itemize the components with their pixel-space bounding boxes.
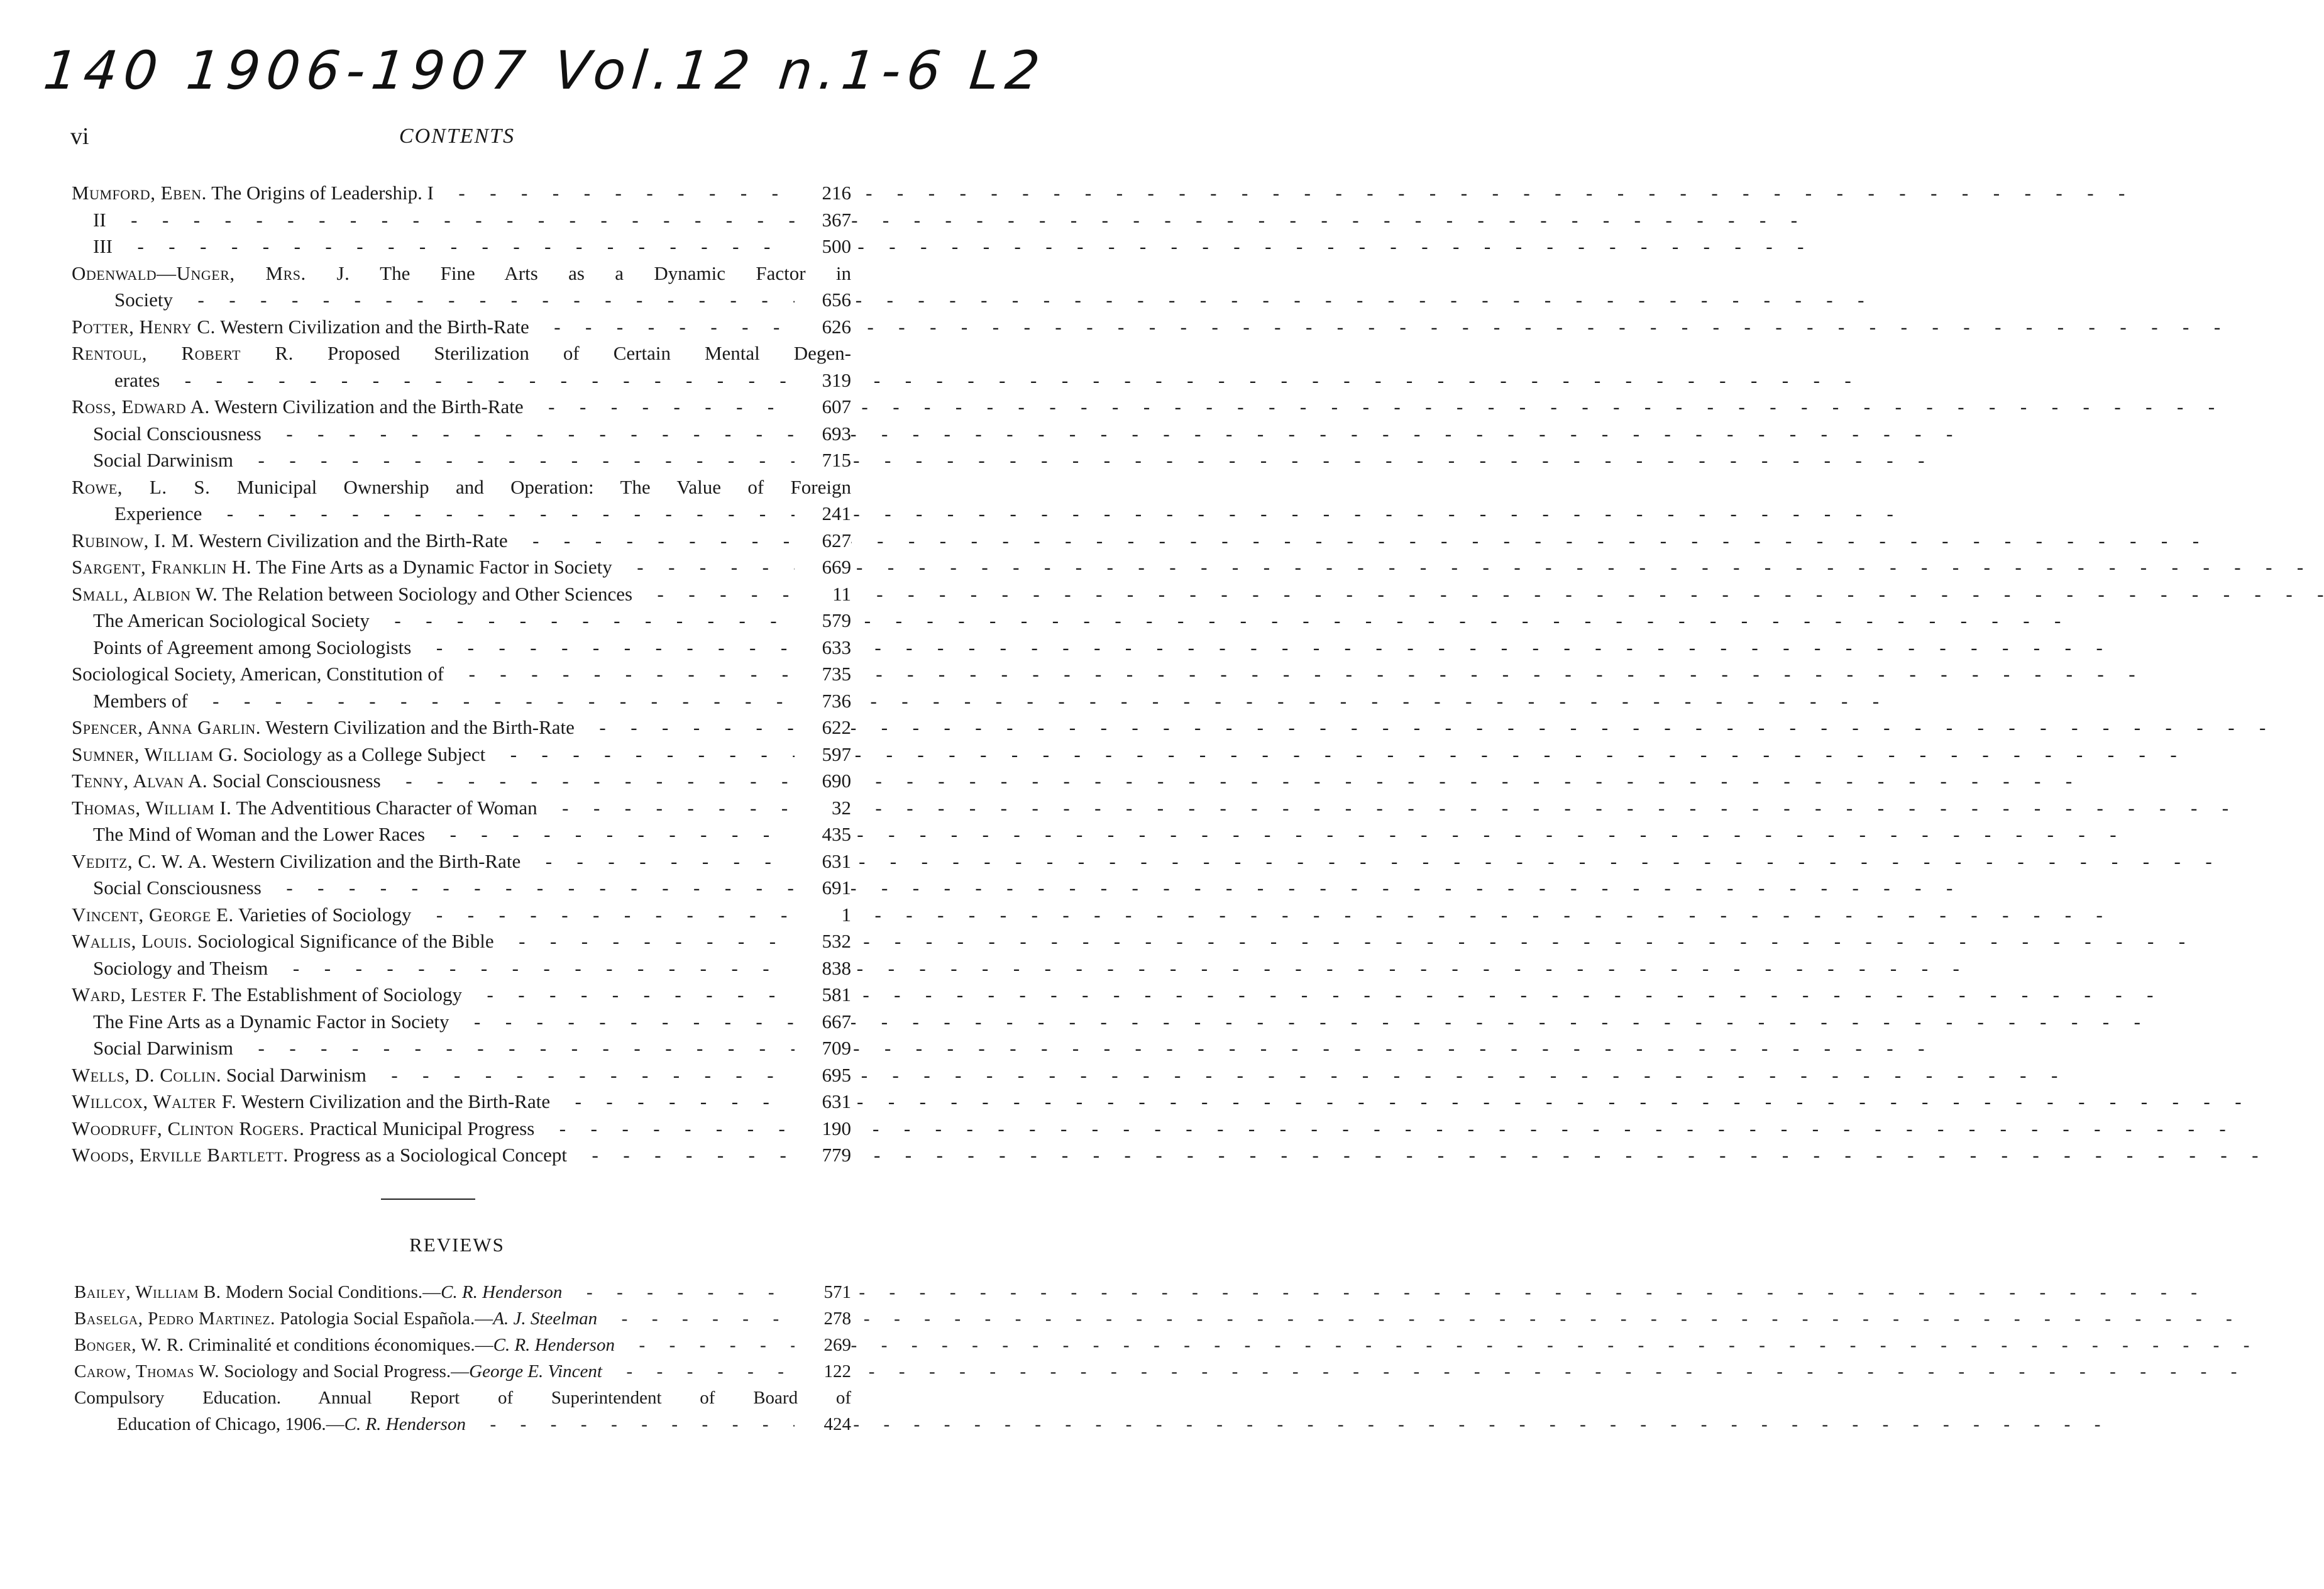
contents-entry [74, 1358, 851, 1385]
contents-entry [72, 928, 851, 955]
entry-text [72, 554, 791, 581]
entry-title: Western Civilization and the Birth-Rate [198, 529, 508, 551]
entry-title: Social Darwinism [226, 1063, 366, 1086]
contents-entry [72, 688, 851, 715]
entry-page-number: 435 [795, 821, 851, 848]
entry-title: The Fine Arts as a Dynamic Factor in Society [93, 1010, 449, 1033]
entry-author: Bailey, William B. [74, 1282, 221, 1302]
entry-page-number: 633 [795, 634, 851, 662]
entry-title: Western Civilization and the Birth-Rate [211, 850, 521, 872]
reviews-heading: REVIEWS [409, 1234, 505, 1256]
entry-title: Social Consciousness [93, 422, 262, 445]
contents-entry [72, 1142, 851, 1169]
entry-text [93, 233, 791, 260]
contents-entry [74, 1385, 851, 1411]
entry-title: Varieties of Sociology [238, 903, 412, 926]
entry-text [93, 634, 791, 662]
entry-author: Rentoul, Robert R. [72, 342, 294, 364]
contents-entry [72, 768, 851, 795]
entry-author: Baselga, Pedro Martinez. [74, 1309, 275, 1329]
entry-text [72, 902, 791, 929]
entry-reviewer: George E. Vincent [469, 1361, 602, 1381]
contents-entry [72, 1116, 851, 1143]
handwritten-annotation: 140 1906-1907 Vol.12 n.1-6 L2 [40, 40, 1049, 101]
entry-page-number: 779 [795, 1142, 851, 1169]
entry-text [72, 1062, 791, 1089]
entry-page-number: 709 [795, 1035, 851, 1062]
page-number: vi [70, 123, 89, 150]
entry-author: Sumner, William G. [72, 743, 238, 765]
contents-entry [72, 1035, 851, 1062]
entry-text [72, 340, 851, 367]
entry-title: Experience [114, 502, 202, 524]
entry-page-number: 241 [795, 501, 851, 528]
contents-list [72, 180, 851, 1169]
entry-author: Vincent, George E. [72, 903, 234, 926]
entry-title: The Origins of Leadership. I [211, 182, 434, 204]
contents-entry [74, 1332, 851, 1358]
entry-page-number: 607 [795, 394, 851, 421]
entry-reviewer: C. R. Henderson [493, 1335, 615, 1355]
entry-text [72, 260, 851, 287]
contents-entry [72, 661, 851, 688]
entry-page-number: 627 [795, 528, 851, 555]
entry-text [93, 1035, 791, 1062]
entry-page-number: 622 [795, 714, 851, 741]
entry-title: Social Darwinism [93, 449, 233, 471]
entry-text [93, 955, 791, 982]
section-divider [381, 1199, 475, 1200]
entry-text [72, 848, 791, 875]
entry-reviewer: A. J. Steelman [493, 1309, 598, 1329]
entry-author: Woodruff, Clinton Rogers. [72, 1117, 305, 1139]
entry-text [93, 447, 791, 474]
contents-entry [72, 1009, 851, 1036]
contents-entry [74, 1279, 851, 1305]
entry-page-number: 690 [795, 768, 851, 795]
entry-page-number: 571 [795, 1279, 851, 1305]
entry-text [72, 768, 791, 795]
entry-page-number: 11 [795, 581, 851, 608]
entry-title: The Relation between Sociology and Other Sciences [222, 582, 633, 605]
entry-page-number: 581 [795, 982, 851, 1009]
contents-entry [74, 1411, 851, 1437]
entry-text [93, 875, 791, 902]
entry-text [72, 795, 791, 822]
entry-page-number: 715 [795, 447, 851, 474]
entry-title: Modern Social Conditions.— [225, 1282, 441, 1302]
contents-entry [72, 314, 851, 341]
contents-entry [72, 528, 851, 555]
contents-entry [72, 394, 851, 421]
contents-entry [72, 821, 851, 848]
entry-author: Woods, Erville Bartlett. [72, 1144, 289, 1166]
entry-page-number: 579 [795, 607, 851, 634]
entry-title: Western Civilization and the Birth-Rate [220, 315, 529, 338]
reviews-list [74, 1279, 851, 1437]
entry-author: Bonger, W. R. [74, 1335, 184, 1355]
contents-entry [74, 1305, 851, 1332]
entry-text [72, 661, 791, 688]
entry-text [93, 207, 791, 234]
entry-text [74, 1332, 791, 1358]
entry-page-number: 736 [795, 688, 851, 715]
entry-text [74, 1358, 791, 1385]
entry-author: Tenny, Alvan A. [72, 770, 208, 792]
entry-page-number: 500 [795, 233, 851, 260]
entry-text [72, 1088, 791, 1116]
entry-page-number: 367 [795, 207, 851, 234]
entry-title: Members of [93, 689, 188, 712]
contents-entry [72, 1088, 851, 1116]
entry-text [72, 528, 791, 555]
entry-title: Sociology as a College Subject [243, 743, 486, 765]
entry-author: Wallis, Louis. [72, 930, 193, 952]
entry-author: Rubinow, I. M. [72, 529, 194, 551]
entry-page-number: 693 [795, 421, 851, 448]
entry-title: Sociological Society, American, Constitution of [72, 663, 444, 685]
entry-title: III [93, 235, 113, 257]
entry-title: The Fine Arts as a Dynamic Factor in Society [256, 556, 612, 578]
entry-text [93, 607, 791, 634]
entry-title: Points of Agreement among Sociologists [93, 636, 412, 658]
contents-entry [72, 714, 851, 741]
entry-page-number: 695 [795, 1062, 851, 1089]
entry-page-number: 532 [795, 928, 851, 955]
entry-author: Rowe, L. S. [72, 475, 211, 498]
entry-title: Sociological Significance of the Bible [197, 930, 494, 952]
entry-author: Wells, D. Collin. [72, 1063, 222, 1086]
entry-author: Thomas, William I. [72, 796, 232, 819]
entry-text [72, 180, 791, 207]
entry-page-number: 838 [795, 955, 851, 982]
entry-title: Western Civilization and the Birth-Rate [265, 716, 575, 738]
contents-entry [72, 554, 851, 581]
entry-author: Ward, Lester F. [72, 983, 207, 1005]
entry-page-number: 656 [795, 287, 851, 314]
contents-entry [72, 340, 851, 367]
contents-entry [72, 607, 851, 634]
entry-page-number: 424 [795, 1411, 851, 1437]
entry-author: Mumford, Eben. [72, 182, 207, 204]
entry-title: The Adventitious Character of Woman [236, 796, 537, 819]
entry-text [72, 714, 791, 741]
entry-page-number: 122 [795, 1358, 851, 1385]
entry-text [72, 928, 791, 955]
contents-entry [72, 233, 851, 260]
entry-author: Spencer, Anna Garlin. [72, 716, 262, 738]
entry-text [72, 741, 791, 768]
entry-page-number: 626 [795, 314, 851, 341]
entry-author: Veditz, C. W. A. [72, 850, 207, 872]
entry-author: Potter, Henry C. [72, 315, 216, 338]
entry-text [72, 1116, 791, 1143]
entry-page-number: 735 [795, 661, 851, 688]
contents-entry [72, 795, 851, 822]
entry-page-number: 597 [795, 741, 851, 768]
entry-text [93, 421, 791, 448]
entry-page-number: 216 [795, 180, 851, 207]
entry-text [74, 1305, 791, 1332]
contents-entry [72, 474, 851, 501]
page-title: CONTENTS [399, 125, 515, 148]
entry-title: Practical Municipal Progress [309, 1117, 535, 1139]
entry-title: Sociology and Theism [93, 956, 268, 979]
entry-text [93, 821, 791, 848]
entry-text [72, 474, 851, 501]
entry-title: Social Darwinism [93, 1037, 233, 1059]
entry-title: Social Consciousness [93, 877, 262, 899]
contents-entry [72, 982, 851, 1009]
entry-text [117, 1411, 791, 1437]
entry-author: Willcox, Walter F. [72, 1090, 237, 1112]
contents-entry [72, 1062, 851, 1089]
entry-title: The Establishment of Sociology [211, 983, 462, 1005]
entry-title: Proposed Sterilization of Certain Mental Degen- [327, 342, 851, 364]
entry-text [93, 1009, 791, 1036]
contents-entry [72, 421, 851, 448]
contents-entry [72, 287, 851, 314]
entry-text [114, 367, 791, 394]
entry-page-number: 631 [795, 848, 851, 875]
entry-title: Municipal Ownership and Operation: The Value of Foreign [236, 475, 851, 498]
contents-entry [72, 207, 851, 234]
contents-entry [72, 447, 851, 474]
entry-page-number: 32 [795, 795, 851, 822]
entry-text [72, 982, 791, 1009]
entry-title: Society [114, 289, 173, 311]
entry-page-number: 319 [795, 367, 851, 394]
entry-text [72, 314, 791, 341]
entry-title: Patologia Social Española.— [280, 1309, 493, 1329]
entry-page-number: 691 [795, 875, 851, 902]
entry-text [72, 581, 791, 608]
entry-page-number: 669 [795, 554, 851, 581]
entry-title: Western Civilization and the Birth-Rate [241, 1090, 551, 1112]
entry-author: Sargent, Franklin H. [72, 556, 252, 578]
contents-entry [72, 180, 851, 207]
entry-page-number: 667 [795, 1009, 851, 1036]
contents-entry [72, 741, 851, 768]
entry-reviewer: C. R. Henderson [441, 1282, 563, 1302]
entry-title: Western Civilization and the Birth-Rate [214, 396, 524, 418]
entry-title: The Mind of Woman and the Lower Races [93, 823, 426, 845]
contents-entry [72, 501, 851, 528]
entry-text [72, 1142, 791, 1169]
contents-entry [72, 581, 851, 608]
entry-title: Sociology and Social Progress.— [224, 1361, 470, 1381]
entry-author: Small, Albion W. [72, 582, 218, 605]
entry-author: Ross, Edward A. [72, 396, 210, 418]
entry-title: The Fine Arts as a Dynamic Factor in [380, 262, 851, 284]
entry-title: The American Sociological Society [93, 609, 370, 631]
entry-text [74, 1385, 851, 1411]
entry-title: Education of Chicago, 1906.— [117, 1414, 344, 1434]
contents-entry [72, 955, 851, 982]
entry-title: erates [114, 368, 160, 391]
contents-entry [72, 367, 851, 394]
entry-title: Progress as a Sociological Concept [293, 1144, 568, 1166]
contents-entry [72, 902, 851, 929]
contents-entry [72, 848, 851, 875]
entry-title: Social Consciousness [212, 770, 381, 792]
entry-page-number: 631 [795, 1088, 851, 1116]
entry-page-number: 269 [795, 1332, 851, 1358]
entry-page-number: 1 [795, 902, 851, 929]
entry-title: II [93, 208, 106, 231]
running-head [70, 123, 844, 150]
entry-text [72, 394, 791, 421]
entry-author: Odenwald—Unger, Mrs. J. [72, 262, 350, 284]
contents-entry [72, 260, 851, 287]
document-page [0, 0, 1049, 1589]
entry-title: Compulsory Education. Annual Report of Superintendent of Board of [74, 1388, 851, 1408]
contents-entry [72, 634, 851, 662]
entry-author: Carow, Thomas W. [74, 1361, 220, 1381]
entry-text [74, 1279, 791, 1305]
entry-text [93, 688, 791, 715]
entry-page-number: 190 [795, 1116, 851, 1143]
entry-text [114, 501, 791, 528]
entry-reviewer: C. R. Henderson [344, 1414, 466, 1434]
entry-page-number: 278 [795, 1305, 851, 1332]
entry-text [114, 287, 791, 314]
entry-title: Criminalité et conditions économiques.— [188, 1335, 493, 1355]
contents-entry [72, 875, 851, 902]
